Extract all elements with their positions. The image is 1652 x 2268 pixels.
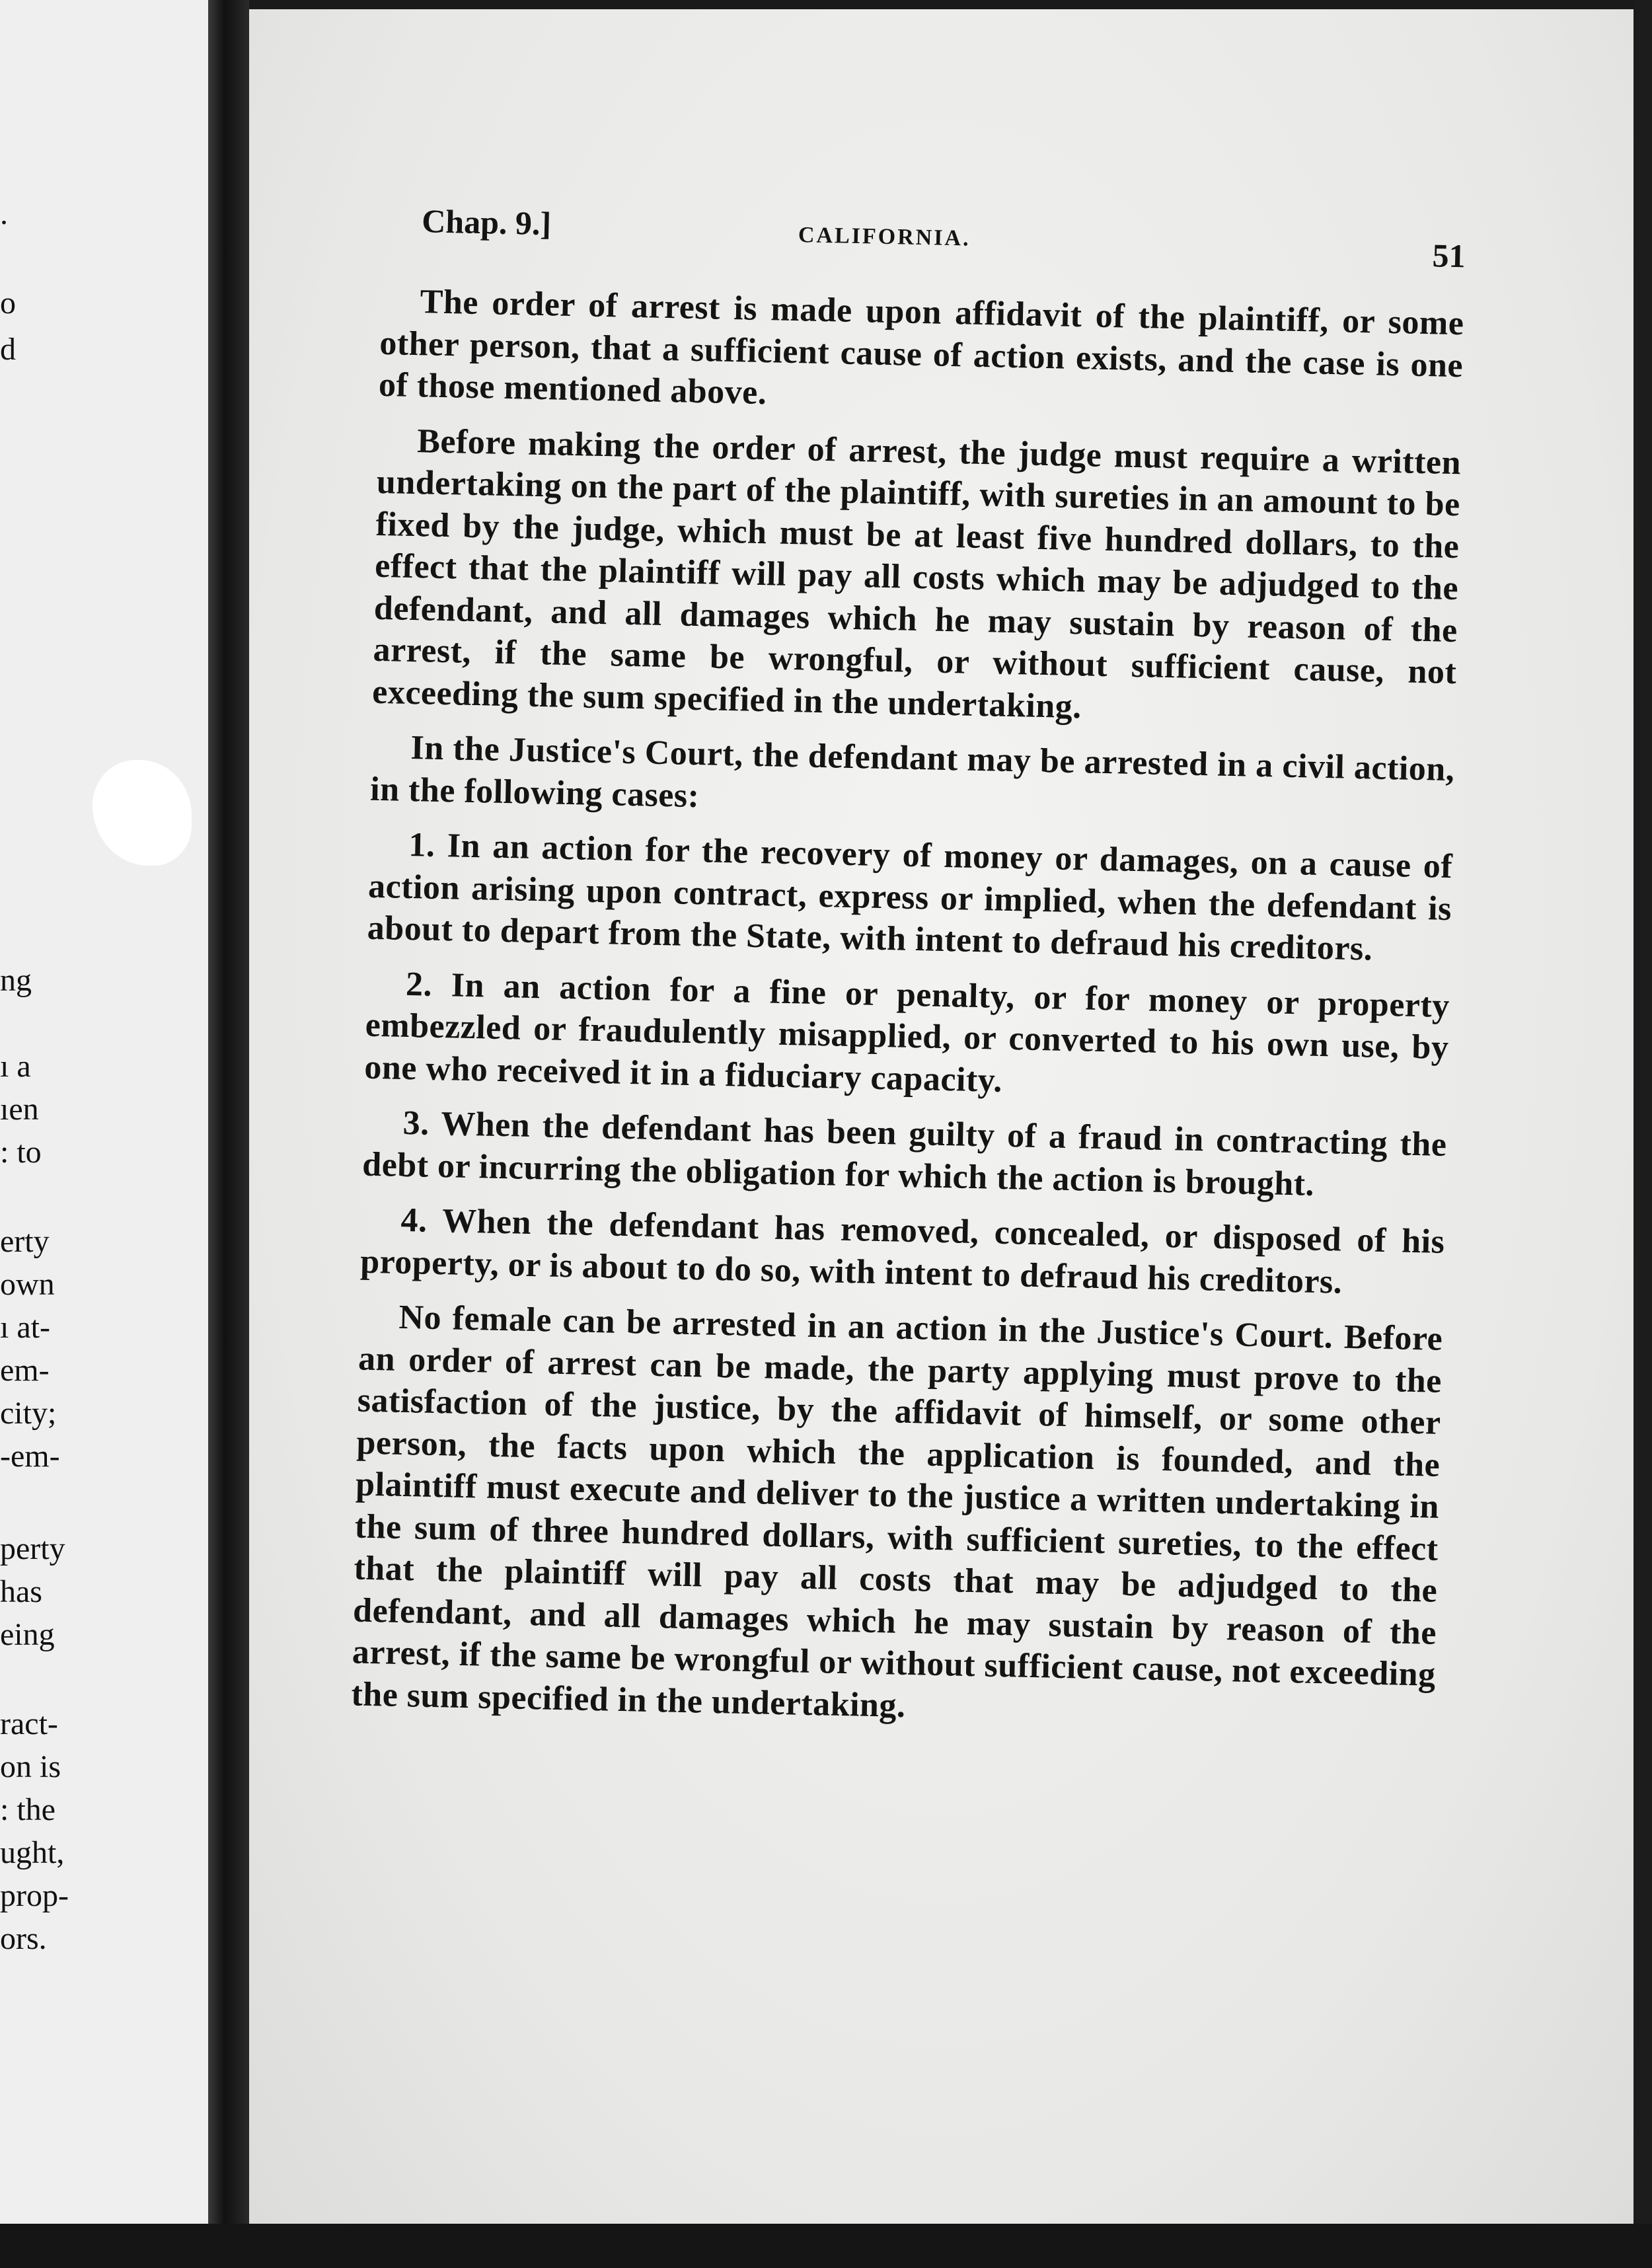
left-fragment: -em- [0,1439,60,1474]
left-fragment: own [0,1267,55,1302]
chapter-label: Chap. 9.] [421,202,552,243]
page-number: 51 [1431,237,1466,275]
left-fragment: prop- [0,1878,69,1913]
left-fragment: perty [0,1531,65,1566]
list-item: 3. When the defendant has been guilty of a fraud in contracting the debt or incurring the obligation for which the action is brought. [361,1104,1447,1203]
left-fragment: : the [0,1792,56,1827]
paragraph: No female can be arrested in an action in the Justice's Court. Before an order of arrest can be made, the party applying must prove to the satisfaction of the justice, by the affidavit of himself, or some other person, the facts upon which the application is founded, and the plaintiff must execute and deliver to the justice a written undertaking in the sum of three hundred dollars, with sufficient sureties, to the effect that the plaintiff will pay all costs that may be adjudged to the defendant, and all damages which he may sustain by reason of the arrest, if the same be wrongful or without sufficient cause, not exceeding the sum specified in the undertaking. [351,1298,1443,1725]
scan-border-right [1633,0,1652,2268]
left-fragment: ı a [0,1049,31,1084]
running-title: CALIFORNIA. [798,223,971,251]
book-page [249,9,1633,2224]
left-fragment: erty [0,1224,50,1259]
left-fragment: city; [0,1396,57,1431]
left-fragment: has [0,1574,42,1609]
paragraph: In the Justice's Court, the defendant may be arrested in a civil action, in the following cases: [369,729,1455,815]
left-facing-page [0,0,211,2224]
left-fragment: : to [0,1135,42,1170]
list-item: 2. In an action for a fine or penalty, or for money or property embezzled or fraudulently misapplied, or converted to his own use, by one who received it in a fiduciary capacity. [363,965,1450,1100]
list-item: 4. When the defendant has removed, concealed, or disposed of his property, or is about to do so, with intent to defraud his creditors. [359,1201,1445,1301]
left-fragment: ıen [0,1092,39,1127]
left-fragment: eing [0,1617,55,1652]
left-fragment: o [0,285,16,321]
left-fragment: . [0,196,8,231]
page-text-block [351,9,1470,1751]
left-fragment: ı at- [0,1310,50,1345]
left-fragment: d [0,332,16,367]
list-item: 1. In an action for the recovery of money or damages, on a cause of action arising upon contract, express or implied, when the defendant is about to depart from the State, with intent to defraud his creditors. [367,825,1453,968]
paper-damage-blot [93,760,192,866]
book-gutter [208,0,249,2268]
left-fragment: ng [0,963,32,998]
left-fragment: ught, [0,1835,65,1870]
left-fragment: em- [0,1353,50,1388]
scan-border-bottom [0,2224,1652,2268]
left-fragment: ract- [0,1706,58,1741]
left-fragment: ors. [0,1921,47,1956]
left-fragment: on is [0,1749,61,1784]
paragraph: Before making the order of arrest, the judge must require a written undertaking on the part of the plaintiff, with sureties in an amount to be fixed by the judge, which must be at least five hundred dollars, to the effect that the plaintiff will pay all costs which may be adjudged to the defendant, and all damages which he may sustain by reason of the arrest, if the same be wrongful, or without sufficient cause, not exceeding the sum specified in the undertaking. [371,422,1462,726]
paragraph: The order of arrest is made upon affidavit of the plaintiff, or some other person, that a sufficient cause of action exists, and the case is one of those mentioned above. [378,283,1464,412]
